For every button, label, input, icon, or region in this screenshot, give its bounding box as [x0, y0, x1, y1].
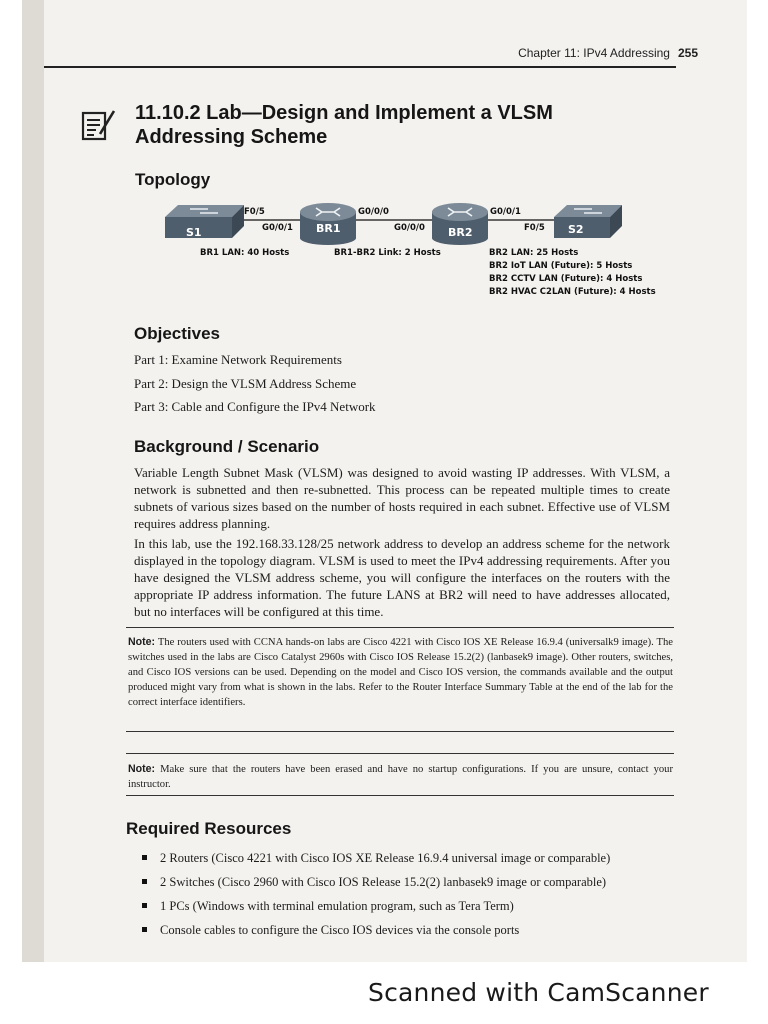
hosts-br1-lan: BR1 LAN: 40 Hosts [200, 248, 290, 258]
hosts-br2-hvac: BR2 HVAC C2LAN (Future): 4 Hosts [489, 287, 656, 297]
background-heading: Background / Scenario [134, 437, 320, 456]
switch-s1 [165, 205, 244, 238]
note-erase-text: Make sure that the routers have been erased and have no startup configurations. If you are unsure, contact your instructor. [128, 764, 673, 790]
port-br1-g001: G0/0/1 [262, 223, 293, 233]
port-br2-g000: G0/0/0 [394, 223, 425, 233]
bullet-icon [142, 855, 147, 860]
chapter-title: Chapter 11: IPv4 Addressing [518, 46, 670, 60]
note-rule [126, 795, 674, 796]
hosts-br1-br2-link: BR1-BR2 Link: 2 Hosts [334, 248, 441, 258]
port-br2-g001: G0/0/1 [490, 207, 521, 217]
resource-text: 2 Routers (Cisco 4221 with Cisco IOS XE Release 16.9.4 universal image or comparable) [160, 851, 611, 865]
objective-part-3: Part 3: Cable and Configure the IPv4 Network [134, 399, 376, 414]
resource-text: 1 PCs (Windows with terminal emulation program, such as Tera Term) [160, 899, 514, 913]
note-erase [128, 762, 673, 792]
note-label: Note: [128, 636, 156, 648]
running-header [442, 46, 698, 60]
note-rule [126, 627, 674, 628]
device-label-s1: S1 [186, 226, 202, 239]
note-rule [126, 731, 674, 732]
switch-s2 [554, 205, 622, 238]
background-paragraph-2: In this lab, use the 192.168.33.128/25 network address to develop an address scheme for the network displayed in the topology diagram. VLSM is used to meet the IPv4 addressing requirements. After you have designed the VLSM address scheme, you will configure the interfaces on the routers with the appropriate IP address information. The future LANS at BR2 will need to have addresses allocated, but no interfaces will be configured at this time. [134, 536, 670, 619]
page-spine-shadow [22, 0, 44, 962]
note-equipment [128, 635, 673, 710]
objectives-heading: Objectives [134, 324, 220, 343]
objective-part-2: Part 2: Design the VLSM Address Scheme [134, 376, 357, 391]
hosts-br2-iot: BR2 IoT LAN (Future): 5 Hosts [489, 261, 633, 271]
topology-heading: Topology [135, 170, 211, 189]
lab-title-line1: 11.10.2 Lab—Design and Implement a VLSM [135, 102, 553, 124]
resources-list [142, 846, 682, 942]
resources-heading: Required Resources [126, 819, 292, 838]
background-paragraph-1: Variable Length Subnet Mask (VLSM) was designed to avoid wasting IP addresses. With VLSM, a network is subnetted and then re-subnetted. This process can be repeated multiple times to create subnets of various sizes based on the number of hosts required in each subnet. Effective use of VLSM requires address planning. [134, 465, 670, 531]
bullet-icon [142, 879, 147, 884]
lab-title-line2: Addressing Scheme [135, 126, 328, 148]
list-item [142, 846, 682, 870]
bullet-icon [142, 903, 147, 908]
objective-part-1: Part 1: Examine Network Requirements [134, 352, 342, 367]
port-br1-g000: G0/0/0 [358, 207, 389, 217]
device-label-s2: S2 [568, 223, 584, 236]
topology-graphic [160, 192, 660, 252]
lab-notepad-icon [80, 108, 116, 142]
list-item [142, 870, 682, 894]
list-item [142, 918, 682, 942]
hosts-br2-cctv: BR2 CCTV LAN (Future): 4 Hosts [489, 274, 643, 284]
lab-title [135, 101, 655, 149]
device-label-br2: BR2 [448, 226, 473, 239]
note-rule [126, 753, 674, 754]
resource-text: Console cables to configure the Cisco IOS devices via the console ports [160, 923, 520, 937]
topology-diagram [160, 192, 660, 312]
resource-text: 2 Switches (Cisco 2960 with Cisco IOS Release 15.2(2) lanbasek9 image or comparable) [160, 875, 607, 889]
list-item [142, 894, 682, 918]
page-number: 255 [677, 46, 698, 60]
port-s1-f05: F0/5 [244, 207, 265, 217]
device-label-br1: BR1 [316, 222, 341, 235]
hosts-br2-lan: BR2 LAN: 25 Hosts [489, 248, 579, 258]
port-s2-f05: F0/5 [524, 223, 545, 233]
header-rule [44, 66, 676, 68]
bullet-icon [142, 927, 147, 932]
note-equipment-text: The routers used with CCNA hands-on labs are Cisco 4221 with Cisco IOS XE Release 16.9.4 (universalk9 image). The switches used in the labs are Cisco Catalyst 2960s with Cisco IOS Release 15.2(2) (lanbasek9 image). Other routers, switches, and Cisco IOS versions can be used. Depending on the model and Cisco IOS version, the commands available and the output produced might vary from what is shown in the labs. Refer to the Router Interface Summary Table at the end of the lab for the correct interface identifiers. [128, 637, 673, 708]
camscanner-watermark: Scanned with CamScanner [368, 978, 709, 1007]
note-label: Note: [128, 763, 156, 775]
